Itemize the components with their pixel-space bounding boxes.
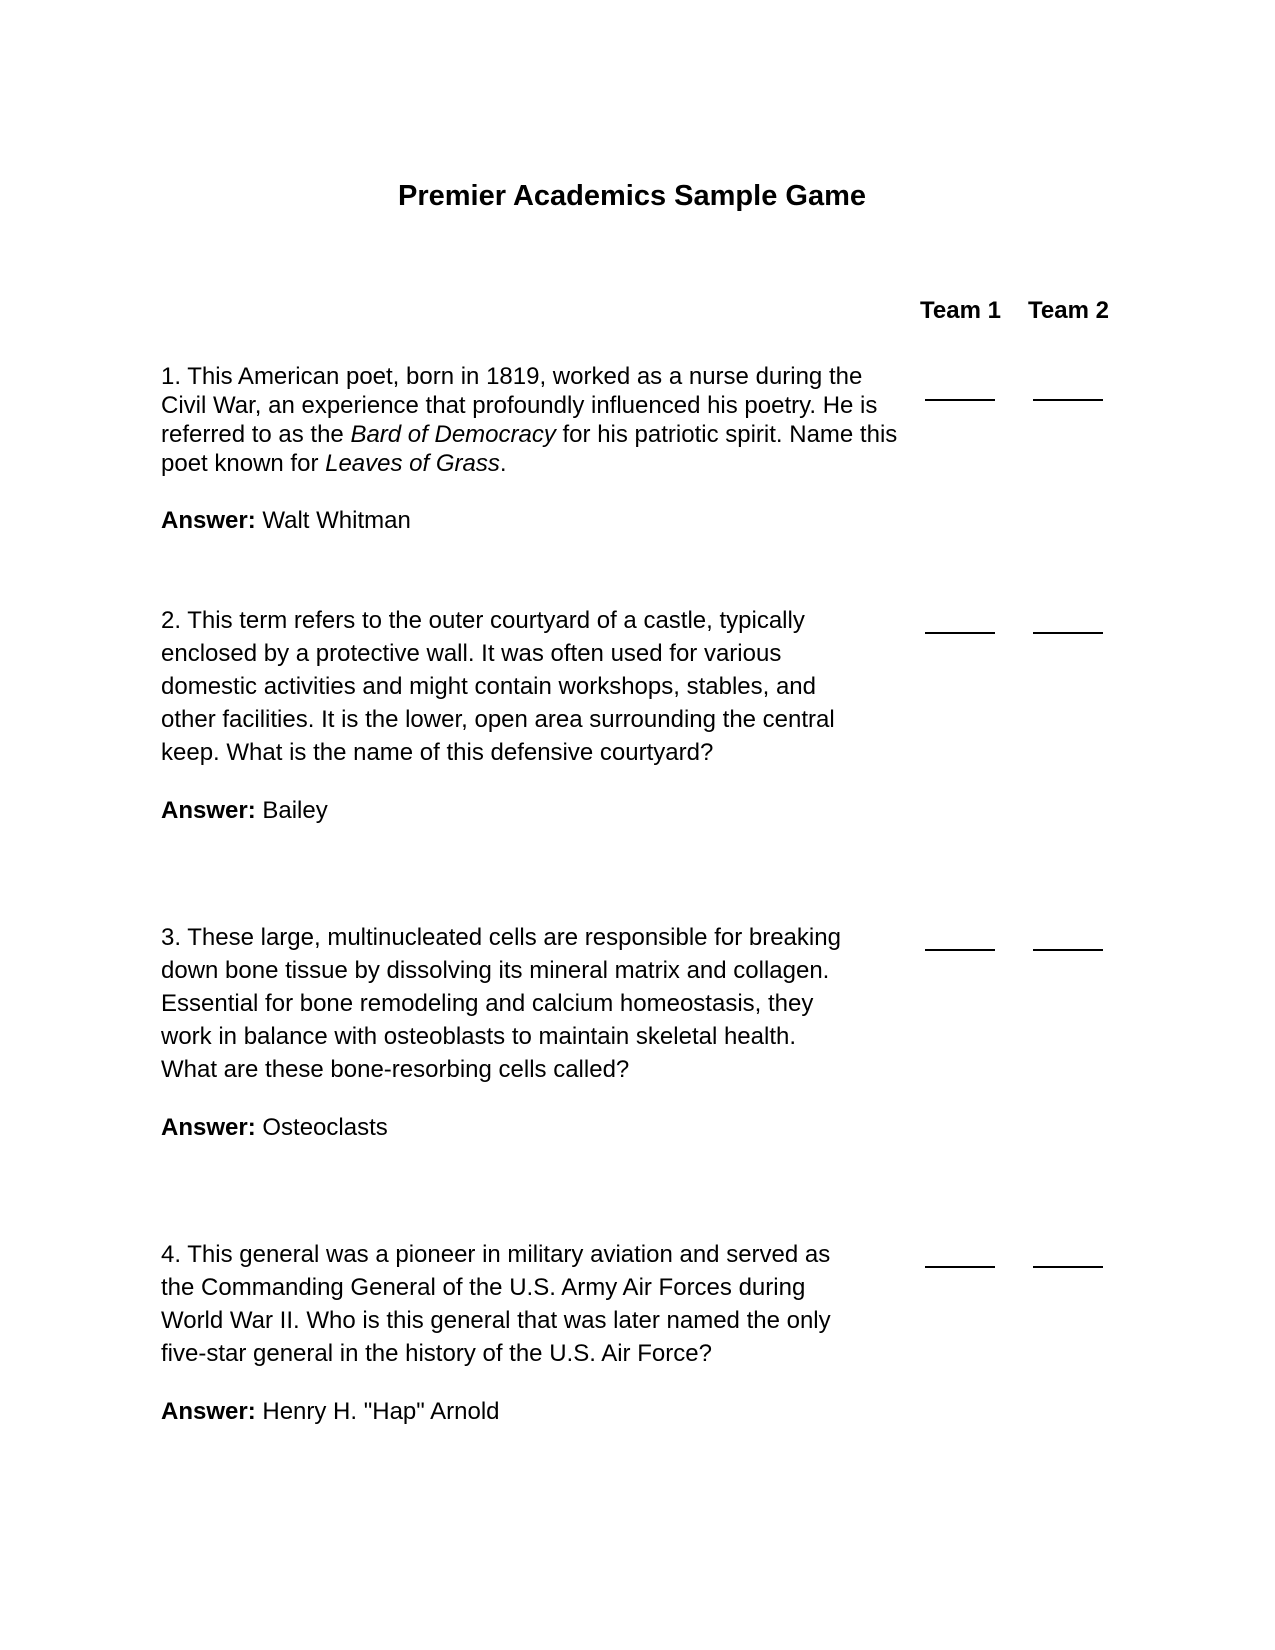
question-number: 1. <box>161 363 182 390</box>
question-text-segment: for his patriotic spirit. Name this poet known for <box>161 421 898 477</box>
question-number: 4. <box>161 1241 182 1268</box>
question-number: 3. <box>161 924 182 951</box>
team-2-score-blank[interactable] <box>1033 632 1103 634</box>
team-2-score-blank[interactable] <box>1033 1266 1103 1268</box>
question-text-segment: This American poet, born in 1819, worked as a nurse during the Civil War, an experience that profoundly influenced his poetry. He is referred to as the <box>161 363 878 448</box>
team-1-header: Team 1 <box>920 297 1001 324</box>
answer-line <box>161 1397 841 1427</box>
answer-text: Walt Whitman <box>262 507 411 534</box>
page-title <box>0 178 1275 214</box>
question-text-segment: These large, multinucleated cells are responsible for breaking down bone tissue by dissolving its mineral matrix and collagen. Essential for bone remodeling and calcium homeostasis, they work in balance with osteoblasts to maintain skeletal health. What are these bone-resorbing cells called? <box>161 924 841 1083</box>
team-1-score-blank[interactable] <box>925 632 995 634</box>
question-text-segment: This term refers to the outer courtyard of a castle, typically enclosed by a protective wall. It was often used for various domestic activities and might contain workshops, stables, and other facilities. It is the lower, open area surrounding the central keep. What is the name of this defensive courtyard? <box>161 607 835 766</box>
question-text <box>161 921 841 1086</box>
team-2-score-blank[interactable] <box>1033 949 1103 951</box>
answer-text: Henry H. "Hap" Arnold <box>262 1398 500 1425</box>
question-number: 2. <box>161 607 182 634</box>
question-text-segment: . <box>499 450 507 477</box>
question-2 <box>161 604 841 826</box>
team-1-score-blank[interactable] <box>925 1266 995 1268</box>
question-4 <box>161 1238 841 1427</box>
answer-text: Bailey <box>262 797 328 824</box>
question-text-italic: Bard of Democracy <box>350 421 556 448</box>
page-title-text: Premier Academics Sample Game <box>397 180 866 212</box>
answer-line <box>161 506 901 536</box>
answer-line <box>161 796 841 826</box>
team-2-header: Team 2 <box>1028 297 1109 324</box>
question-text-italic: Leaves of Grass <box>325 450 500 477</box>
answer-text: Osteoclasts <box>262 1114 388 1141</box>
question-text-segment: This general was a pioneer in military aviation and served as the Commanding General of the U.S. Army Air Forces during World War II. Who is this general that was later named the only five-star general in the history of the U.S. Air Force? <box>161 1241 831 1367</box>
answer-label: Answer: <box>161 1114 256 1141</box>
answer-label: Answer: <box>161 507 256 534</box>
answer-label: Answer: <box>161 797 256 824</box>
question-text <box>161 604 841 769</box>
question-3 <box>161 921 841 1143</box>
question-text <box>161 1238 841 1370</box>
answer-line <box>161 1113 841 1143</box>
team-2-score-blank[interactable] <box>1033 399 1103 401</box>
team-1-score-blank[interactable] <box>925 949 995 951</box>
answer-label: Answer: <box>161 1398 256 1425</box>
question-text <box>161 362 901 478</box>
question-1 <box>161 362 901 536</box>
team-1-score-blank[interactable] <box>925 399 995 401</box>
